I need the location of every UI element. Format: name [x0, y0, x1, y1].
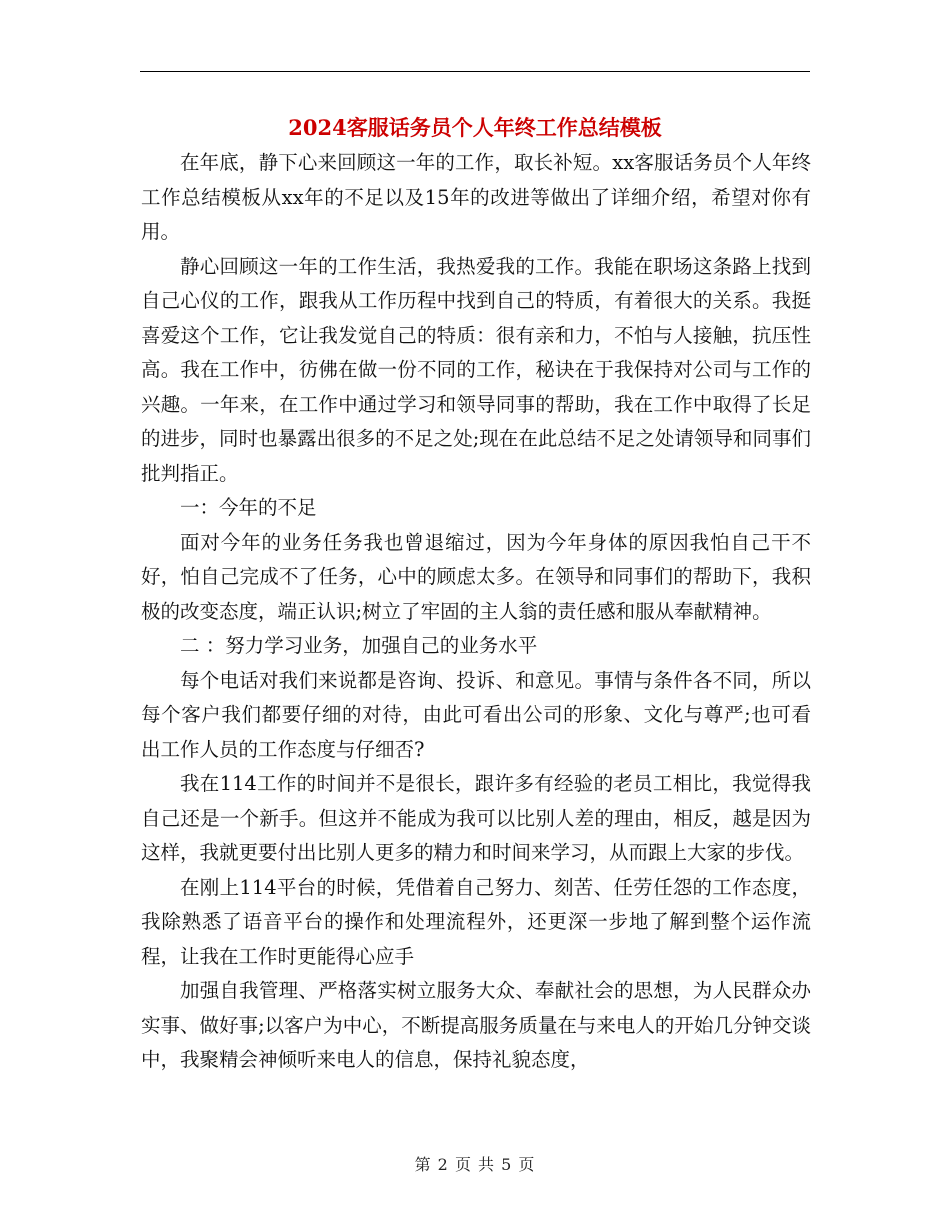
paragraph-newcomer: 我在114工作的时间并不是很长，跟许多有经验的老员工相比，我觉得我自己还是一个新手。但这并不能成为我可以比别人差的理由，相反，越是因为这样，我就更要付出比别人更多的精力和时间来学习，从而跟上大家的步伐。	[141, 772, 811, 864]
document-body	[141, 146, 811, 1078]
document-title: 2024客服话务员个人年终工作总结模板	[288, 115, 662, 140]
paragraph-intro: 在年底，静下心来回顾这一年的工作，取长补短。xx客服话务员个人年终工作总结模板从xx年的不足以及15年的改进等做出了详细介绍，希望对你有用。	[141, 151, 811, 243]
paragraph-self-management: 加强自我管理、严格落实树立服务大众、奉献社会的思想，为人民群众办实事、做好事;以客户为中心，不断提高服务质量在与来电人的开始几分钟交谈中，我聚精会神倾听来电人的信息，保持礼貌态度，	[141, 979, 811, 1071]
paragraph-shortcomings: 面对今年的业务任务我也曾退缩过，因为今年身体的原因我怕自己干不好，怕自己完成不了任务，心中的顾虑太多。在领导和同事们的帮助下，我积极的改变态度，端正认识;树立了牢固的主人翁的责任感和服从奉献精神。	[141, 530, 811, 623]
header-rule	[140, 71, 810, 72]
paragraph-calls: 每个电话对我们来说都是咨询、投诉、和意见。事情与条件各不同，所以每个客户我们都要仔细的对待，由此可看出公司的形象、文化与尊严;也可看 出工作人员的工作态度与仔细否?	[141, 668, 811, 761]
page-number-footer: 第 2 页 共 5 页	[414, 1155, 536, 1174]
section-heading-study: 二 ：努力学习业务，加强自己的业务水平	[180, 634, 538, 657]
section-heading-shortcomings: 一：今年的不足	[180, 496, 317, 519]
paragraph-review: 静心回顾这一年的工作生活，我热爱我的工作。我能在职场这条路上找到自己心仪的工作，跟我从工作历程中找到自己的特质，有着很大的关系。我挺喜爱这个工作，它让我发觉自己的特质：很有亲和力，不怕与人接触，抗压性高。我在工作中，彷佛在做一份不同的工作，秘诀在于我保持对公司与工作的兴趣。一年来，在工作中通过学习和领导同事的帮助，我在工作中取得了长足的进步，同时也暴露出很多的不足之处;现在在此总结不足之处请领导和同事们批判指正。	[141, 254, 811, 485]
paragraph-platform: 在刚上114平台的时候，凭借着自己努力、刻苦、任劳任怨的工作态度，我除熟悉了语音平台的操作和处理流程外，还更深一步地了解到整个运作流程，让我在工作时更能得心应手	[141, 875, 811, 968]
